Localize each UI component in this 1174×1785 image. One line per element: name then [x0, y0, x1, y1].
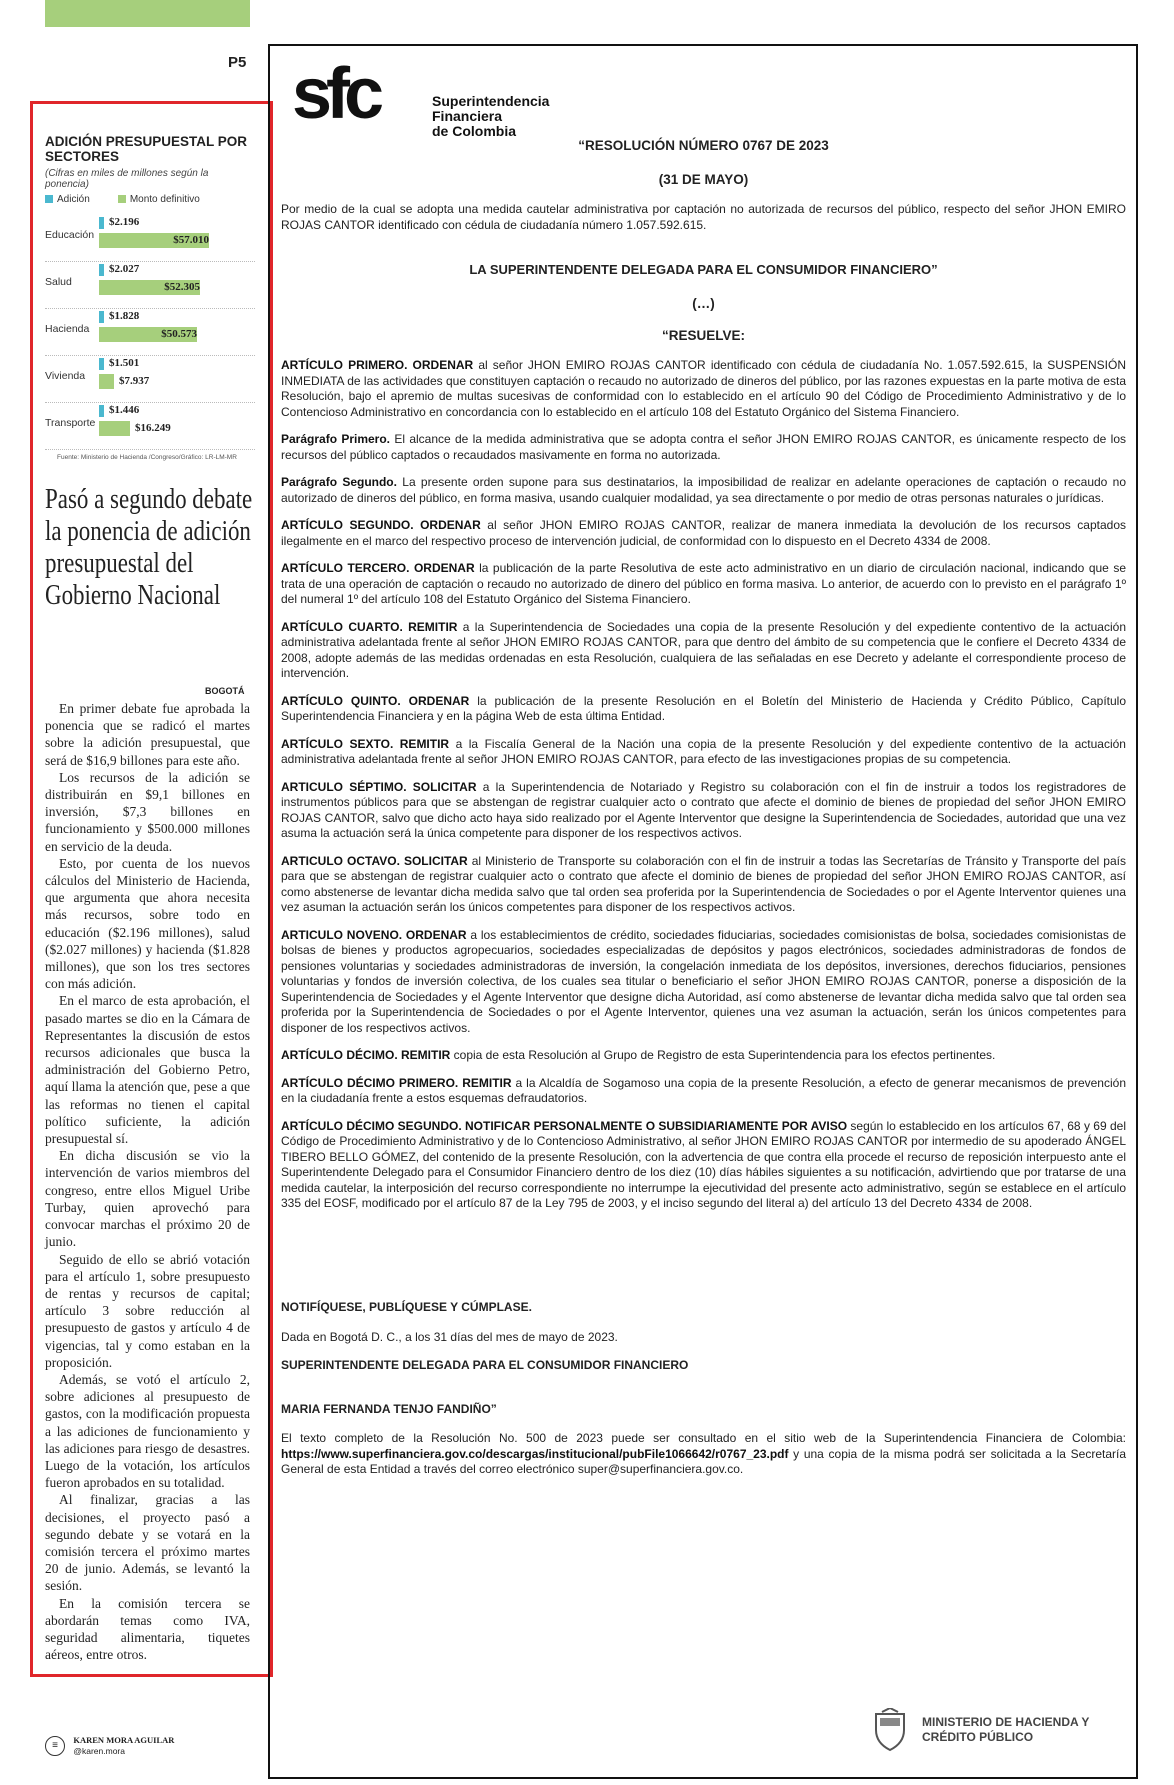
article-text: la publicación de la presente Resolución en el Boletín del Ministerio de Hacienda y Crédito Público, Capítulo Superintendencia Financiera y en la página Web de esta última Entidad.: [281, 693, 1126, 723]
bar-monto-definitivo: [99, 421, 130, 436]
category-label: Educación: [45, 229, 95, 241]
closing-formula: NOTIFÍQUESE, PUBLÍQUESE Y CÚMPLASE.: [281, 1300, 532, 1314]
bar-adicion: [99, 405, 104, 417]
article-text: la publicación de la parte Resolutiva de este acto administrativo en un diario de circulación nacional, indicando que se trata de una operación de captación o recaudo no autorizado de dinero del público en forma masiva. Lo anterior, de acuerdo con lo previsto en el parágrafo 1º del numeral 1º del artículo 108 del Estatuto Orgánico del Sistema Financiero.: [281, 561, 1127, 606]
legal-notice: [268, 44, 1138, 1779]
resolution-articles: [281, 358, 1126, 1224]
article-body: [45, 700, 250, 1663]
chart-row: [45, 260, 255, 309]
logo-mark: sfc: [292, 54, 379, 134]
legend-item-adicion: Adición: [45, 194, 90, 205]
resolution-article: [281, 432, 1126, 463]
category-label: Transporte: [45, 417, 96, 429]
sfc-logo: [292, 54, 550, 139]
author-handle: @karen.mora: [73, 1746, 125, 1756]
author-byline: [45, 1735, 174, 1757]
data-label-adicion: $1.501: [109, 357, 140, 369]
resolution-article: [281, 475, 1126, 506]
resolution-article: [281, 1119, 1126, 1212]
article-heading: Parágrafo Segundo.: [281, 475, 397, 489]
bar-adicion: [99, 311, 104, 323]
article-heading: ARTICULO OCTAVO. SOLICITAR: [281, 853, 468, 868]
resolution-article: [281, 1076, 1126, 1107]
article-text: La presente orden supone para sus destinatarios, la imposibilidad de realizar en adelante operaciones de captación o recaudo no autorizado de dineros del público, en forma masiva, usando cualquier modalidad, ya sea directamente o por medio de otras personas naturales o jurídicas.: [281, 475, 1126, 505]
resolution-article: [281, 928, 1126, 1037]
article-heading: ARTÍCULO PRIMERO. ORDENAR: [281, 358, 474, 372]
resolution-title: “RESOLUCIÓN NÚMERO 0767 DE 2023: [578, 138, 829, 153]
resolution-authority: LA SUPERINTENDENTE DELEGADA PARA EL CONSUMIDOR FINANCIERO”: [469, 262, 938, 277]
data-label-monto: $16.249: [135, 422, 171, 434]
resolution-link[interactable]: https://www.superfinanciera.gov.co/descargas/institucional/pubFile1066642/r0767_23.pdf: [281, 1446, 789, 1461]
article-heading: ARTÍCULO QUINTO. ORDENAR: [281, 693, 470, 708]
signer-title: SUPERINTENDENTE DELEGADA PARA EL CONSUMIDOR FINANCIERO: [281, 1358, 689, 1372]
chart-row: [45, 307, 255, 356]
section-color-bar: [45, 0, 250, 27]
article-heading: ARTÍCULO CUARTO. REMITIR: [281, 619, 458, 634]
logo-text: Superintendencia Financiera de Colombia: [432, 93, 550, 139]
resolution-article: [281, 694, 1126, 725]
resuelve-heading: “RESUELVE:: [661, 328, 745, 343]
article-heading: ARTÍCULO DÉCIMO SEGUNDO. NOTIFICAR PERSONALMENTE O SUBSIDIARIAMENTE POR AVISO: [281, 1118, 848, 1133]
chart-title: ADICIÓN PRESUPUESTAL POR SECTORES: [45, 134, 248, 164]
author-name: KAREN MORA AGUILAR: [73, 1735, 175, 1745]
article-heading: ARTICULO SÉPTIMO. SOLICITAR: [281, 779, 477, 794]
bar-adicion: [99, 358, 104, 370]
coat-of-arms-icon: [870, 1708, 910, 1752]
resolution-article: [281, 780, 1126, 842]
article-heading: ARTÍCULO TERCERO. ORDENAR: [281, 561, 475, 575]
article-headline: Pasó a segundo debate la ponencia de adición presupuestal del Gobierno Nacional: [45, 484, 253, 611]
article-text: al señor JHON EMIRO ROJAS CANTOR, realizar de manera inmediata la devolución de los recursos captados ilegalmente en el marco del respectivo proceso de intervención judicial, de conformidad con lo dispuesto en el Decreto 4334 de 2008.: [281, 518, 1126, 548]
chart-source: Fuente: Ministerio de Hacienda /Congreso/Gráfico: LR-LM-MR: [57, 454, 237, 461]
data-label-adicion: $2.027: [109, 263, 140, 275]
chart-subtitle: (Cifras en miles de millones según la ponencia): [45, 168, 209, 190]
quote-icon: ≡: [45, 1736, 65, 1756]
data-label-monto: $50.573: [161, 328, 197, 340]
article-heading: Parágrafo Primero.: [281, 432, 391, 446]
data-label-monto: $7.937: [119, 375, 150, 387]
article-text: a la Alcaldía de Sogamoso una copia de la presente Resolución, a efecto de generar mecanismos de prevención en la ciudadanía frente a estos esquemas defraudatorios.: [281, 1075, 1126, 1105]
data-label-monto: $52.305: [164, 281, 200, 293]
chart-legend: [45, 194, 255, 205]
article-heading: ARTÍCULO SEGUNDO. ORDENAR: [281, 518, 481, 532]
category-label: Hacienda: [45, 323, 90, 335]
article-paragraph: En primer debate fue aprobada la ponencia que se radicó el martes sobre la adición presupuestal, que será de $16,9 billones para este año.: [45, 701, 250, 768]
article-heading: ARTÍCULO DÉCIMO PRIMERO. REMITIR: [281, 1075, 512, 1090]
dateline: BOGOTÁ: [205, 686, 245, 696]
article-text: a la Fiscalía General de la Nación una copia de la presente Resolución y del expediente contentivo de la actuación administrativa adelantada frente al señor JHON EMIRO ROJAS CANTOR, para efecto de las investigaciones propias de su competencia.: [281, 736, 1126, 766]
resolution-intro: Por medio de la cual se adopta una medida cautelar administrativa por captación no autorizada de recursos del público, respecto del señor JHON EMIRO ROJAS CANTOR identificado con cédula de ciudadanía número 1.057.592.615.: [281, 202, 1126, 232]
resolution-article: [281, 358, 1126, 420]
resolution-date: (31 DE MAYO): [658, 172, 749, 187]
article-text: a los establecimientos de crédito, sociedades fiduciarias, sociedades comisionistas de bolsa, sociedades comisionistas de bolsas de bienes y productos agropecuarios, sociedades especializadas de depósitos y pagos electrónicos, sociedades administradoras de fondos de pensiones voluntarias y sociedades administradoras de inversión, la congelación inmediata de los depósitos, inversiones, derechos fiduciarios, pensiones voluntarias y fondos de inversión colectiva, de los cuales sea titular o beneficiario el señor JHON EMIRO ROJAS CANTOR, ponerse a disposición de la Superintendencia de Sociedades y el Agente Interventor que designe dicha Autoridad, así como abstenerse de levantar dicha medida salvo que tal orden sea proferida por la Superintendencia de Sociedades o por el Agente Interventor, quienes una vez asuman la actuación, serán los únicos competentes para disponer de los respectivos activos.: [281, 927, 1127, 1035]
article-text: según lo establecido en los artículos 67, 68 y 69 del Código de Procedimiento Administrativo y de lo Contencioso Administrativo, al señor JHON EMIRO ROJAS CANTOR por intermedio de su apoderado ÁNGEL TIBERO BELLO GÓMEZ, del contenido de la presente Resolución, con la advertencia de que contra ella procede el recurso de reposición interpuesto ante el Superintendente Delegado para el Consumidor Financiero dentro de los diez (10) días hábiles siguientes a su notificación, advirtiendo que por tratarse de una medida cautelar, la interposición del recurso correspondiente no interrumpe la ejecutividad del presente acto administrativo, según se establece en el artículo 335 del EOSF, modificado por el artículo 87 de la Ley 795 de 2003, y el inciso segundo del literal a) del artículo 13 del Decreto 4334 de 2008.: [281, 1118, 1126, 1210]
chart-row: [45, 401, 255, 450]
resolution-article: [281, 854, 1126, 916]
bar-adicion: [99, 264, 104, 276]
article-paragraph: Además, se votó el artículo 2, sobre adiciones al presupuesto de gastos, con la modificación propuesta a las adiciones de funcionamiento y las adiciones para riesgo de desastres. Luego de la votación, los artículos fueron aprobados en su totalidad.: [45, 1371, 250, 1491]
bar-monto-definitivo: [99, 374, 114, 389]
article-heading: ARTÍCULO SEXTO. REMITIR: [281, 736, 450, 751]
article-paragraph: En el marco de esta aprobación, el pasado martes se dio en la Cámara de Representantes la discusión de estos recursos adicionales que busca la administración del Gobierno Petro, aquí llama la atención que, pese a que las reformas no tienen el capital político suficiente, la adición presupuestal sí.: [45, 993, 250, 1147]
signer-name: MARIA FERNANDA TENJO FANDIÑO”: [281, 1402, 497, 1416]
date-given: Dada en Bogotá D. C., a los 31 días del mes de mayo de 2023.: [281, 1330, 618, 1344]
bar-adicion: [99, 217, 104, 229]
category-label: Vivienda: [45, 370, 86, 382]
legend-item-monto: Monto definitivo: [118, 194, 200, 205]
chart-section: [45, 134, 255, 461]
category-label: Salud: [45, 276, 72, 288]
bar-chart: [45, 213, 255, 448]
data-label-adicion: $2.196: [109, 216, 140, 228]
article-heading: ARTICULO NOVENO. ORDENAR: [281, 927, 467, 942]
article-text: al señor JHON EMIRO ROJAS CANTOR identificado con cédula de ciudadanía No. 1.057.592.615, la SUSPENSIÓN INMEDIATA de las actividades que constituyen captación o recaudo no autorizado de dineros del público, por las razones expuestas en la parte motiva de esta Resolución, bajo el apremio de multas sucesivas de conformidad con lo establecido en el artículo 90 del Código de Procedimiento Administrativo y de lo Contencioso Administrativo en concordancia con lo establecido en el artículo 108 del Estatuto Orgánico del Sistema Financiero.: [281, 358, 1126, 419]
chart-row: [45, 213, 255, 262]
article-paragraph: Seguido de ello se abrió votación para el artículo 1, sobre presupuesto de rentas y recursos de capital; artículo 3 sobre reducción al presupuesto de gastos y artículo 4 de vigencias, tal y como estaban en la proposición.: [45, 1251, 250, 1370]
resolution-article: [281, 518, 1126, 549]
footer-note: El texto completo de la Resolución No. 500 de 2023 puede ser consultado en el sitio web de la Superintendencia Financiera de Colombia: https://www.superfinanciera.gov.co/descargas/institucional/pubFile1066642/r0767_23.pdf y una copia de la misma podrá ser solicitada a la Secretaría General de esta Entidad a través del correo electrónico super@superfinanciera.gov.co.: [281, 1431, 1126, 1476]
resolution-article: [281, 1048, 1126, 1064]
data-label-adicion: $1.828: [109, 310, 140, 322]
article-text: a la Superintendencia de Sociedades una copia de la presente Resolución y del expediente contentivo de la actuación administrativa adelantada frente al señor JHON EMIRO ROJAS CANTOR, para que dentro del ámbito de su competencia que le confiere el Decreto 4334 de 2008, adopte además de las medidas ordenadas en esta Resolución, cualquiera de las señaladas en ese Decreto y adelante el correspondiente proceso de intervención.: [281, 619, 1126, 680]
ministry-logo: MINISTERIO DE HACIENDA Y CRÉDITO PÚBLICO: [870, 1706, 1120, 1754]
resolution-article: [281, 561, 1126, 608]
article-paragraph: Esto, por cuenta de los nuevos cálculos del Ministerio de Hacienda, que argumenta que ahora necesita más recursos, sobre todo en educación ($2.196 millones), salud ($2.027 millones) y hacienda ($1.828 millones), que son los tres sectores con más adición.: [45, 855, 250, 992]
article-paragraph: En dicha discusión se vio la intervención de varios miembros del congreso, entre ellos Miguel Uribe Turbay, quien aprovechó para convocar marchas el próximo 20 de junio.: [45, 1148, 250, 1250]
resolution-article: [281, 737, 1126, 768]
data-label-monto: $57.010: [173, 234, 209, 246]
article-heading: ARTÍCULO DÉCIMO. REMITIR: [281, 1048, 451, 1062]
page-number: P5: [228, 54, 247, 71]
article-paragraph: En la comisión tercera se abordarán temas como IVA, seguridad alimentaria, tiquetes aéreos, entre otros.: [45, 1595, 250, 1663]
article-text: copia de esta Resolución al Grupo de Registro de esta Superintendencia para los efectos pertinentes.: [450, 1048, 996, 1062]
article-text: al Ministerio de Transporte su colaboración con el fin de instruir a todas las Secretarías de Tránsito y Transporte del país para que se abstengan de registrar cualquier acto o contrato que afecte el dominio de bienes de propiedad del señor JHON EMIRO ROJAS CANTOR, así como abstenerse de levantar dicha medida salvo que tal orden sea proferida por la Superintendencia de Sociedades o por el Agente Interventor quienes una vez asuman la actuación serán los únicos competentes para disponer de los respectivos activos.: [281, 853, 1126, 914]
article-text: a la Superintendencia de Notariado y Registro su colaboración con el fin de instruir a todos los registradores de instrumentos públicos para que se abstengan de registrar cualquier acto o contrato que afecte el dominio de bienes de propiedad del señor JHON EMIRO ROJAS CANTOR, salvo que dicho acto haya sido realizado por el Agente Interventor que designe la Superintendencia de Sociedades, autoridad que una vez asuma la actuación será la única competente para disponer de los respectivos activos.: [281, 779, 1126, 840]
chart-row: [45, 354, 255, 403]
article-text: El alcance de la medida administrativa que se adopta contra el señor JHON EMIRO ROJAS CANTOR, es únicamente respecto de los recursos del público captados o recaudados masivamente en forma no autorizada.: [281, 432, 1126, 462]
resolution-article: [281, 620, 1126, 682]
article-paragraph: Al finalizar, gracias a las decisiones, el proyecto pasó a segundo debate y se votará en la comisión tercera el próximo martes 20 de junio. Además, se levantó la sesión.: [45, 1492, 250, 1594]
ellipsis: (…): [692, 296, 715, 311]
article-paragraph: Los recursos de la adición se distribuirán en $9,1 billones en inversión, $7,3 billones en funcionamiento y $500.000 millones en servicio de la deuda.: [45, 769, 250, 854]
data-label-adicion: $1.446: [109, 404, 140, 416]
